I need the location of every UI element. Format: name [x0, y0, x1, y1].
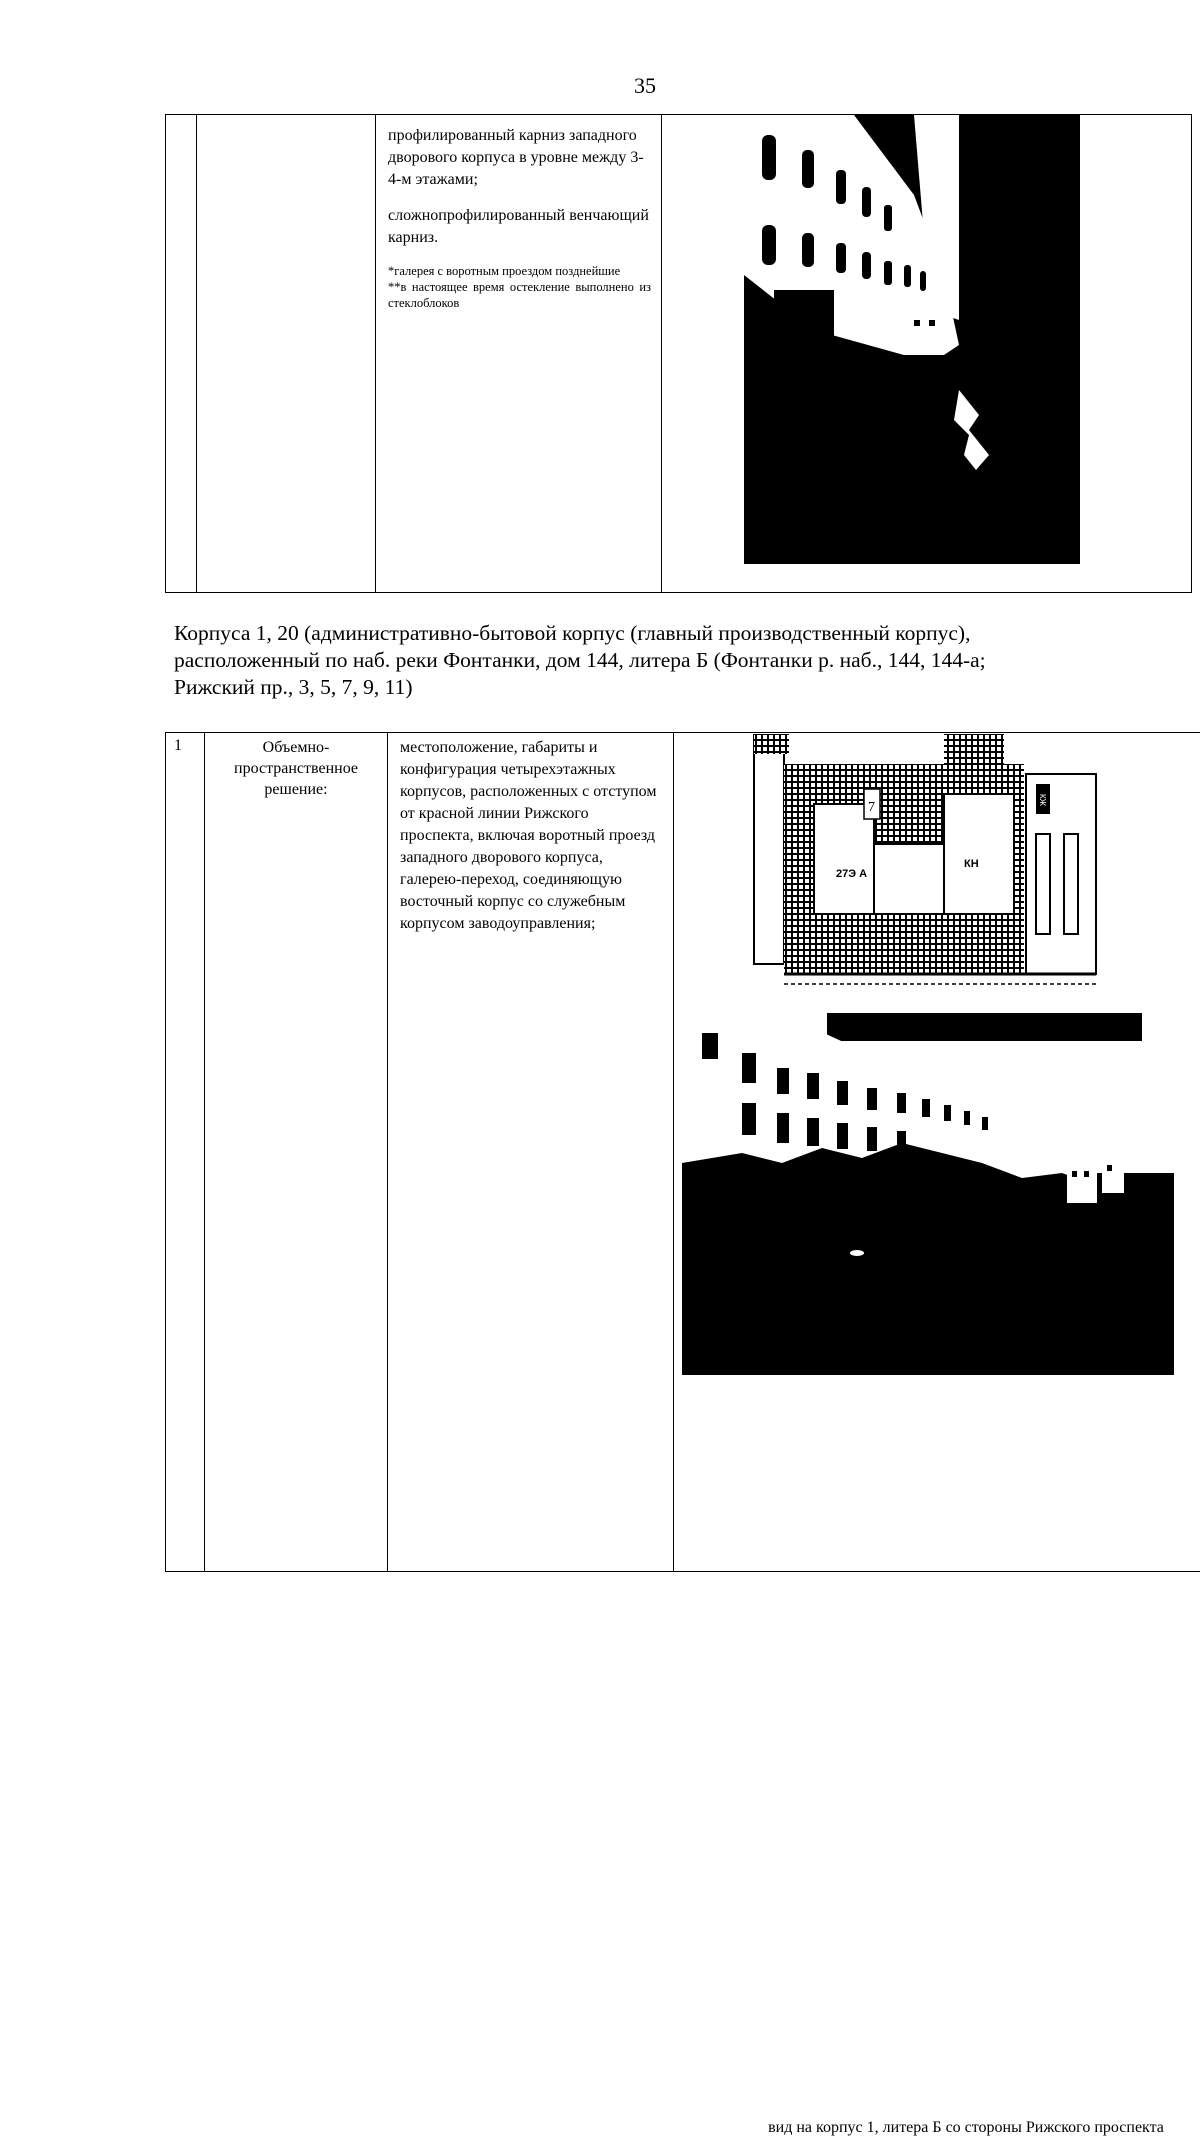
illustration-cell: [674, 733, 1200, 1572]
heading-line: Корпуса 1, 20 (административно-бытовой корпус (главный производственный корпус),: [174, 620, 1154, 647]
map-building-label: 27Э А: [836, 868, 867, 880]
street-view-photo: [682, 1013, 1174, 1375]
number-cell: [166, 115, 197, 593]
section-heading: [174, 620, 1154, 701]
map-building-label: КН: [964, 858, 979, 870]
photo-caption: вид на корпус 1, литера Б со стороны Рижского проспекта: [706, 2117, 1200, 2138]
feature-description: [388, 733, 674, 1572]
map-side-label: КЖ: [1038, 794, 1047, 807]
description-text: местоположение, габариты и конфигурация четырехэтажных корпусов, расположенных с отступом от красной линии Рижского проспекта, включая воротный проезд западного дворового корпуса, галерею-переход, соединяющую восточный корпус со служебным корпусом заводоуправления;: [400, 737, 663, 935]
description-paragraph: сложнопрофилированный венчающий карниз.: [388, 205, 651, 249]
description-cell: [376, 115, 662, 593]
photo-cell: [662, 115, 1192, 593]
features-table: [165, 732, 1200, 1572]
continuation-table: [165, 114, 1192, 593]
heading-line: Рижский пр., 3, 5, 7, 9, 11): [174, 674, 1154, 701]
map-block-number: 7: [868, 800, 875, 815]
feature-name: Объемно-пространственное решение:: [205, 733, 388, 1572]
footnotes: [388, 263, 651, 311]
page-number: 35: [0, 73, 1200, 99]
courtyard-photo: [744, 115, 1080, 564]
heading-line: расположенный по наб. реки Фонтанки, дом 144, литера Б (Фонтанки р. наб., 144, 144-а;: [174, 647, 1154, 674]
footnote: **в настоящее время остекление выполнено из стеклоблоков: [388, 279, 651, 311]
footnote: *галерея с воротным проездом позднейшие: [388, 263, 651, 279]
feature-cell: [197, 115, 376, 593]
description-paragraph: профилированный карниз западного дворового корпуса в уровне между 3-4-м этажами;: [388, 125, 651, 191]
site-plan-map: [744, 734, 1104, 992]
row-number: 1: [166, 733, 205, 1572]
